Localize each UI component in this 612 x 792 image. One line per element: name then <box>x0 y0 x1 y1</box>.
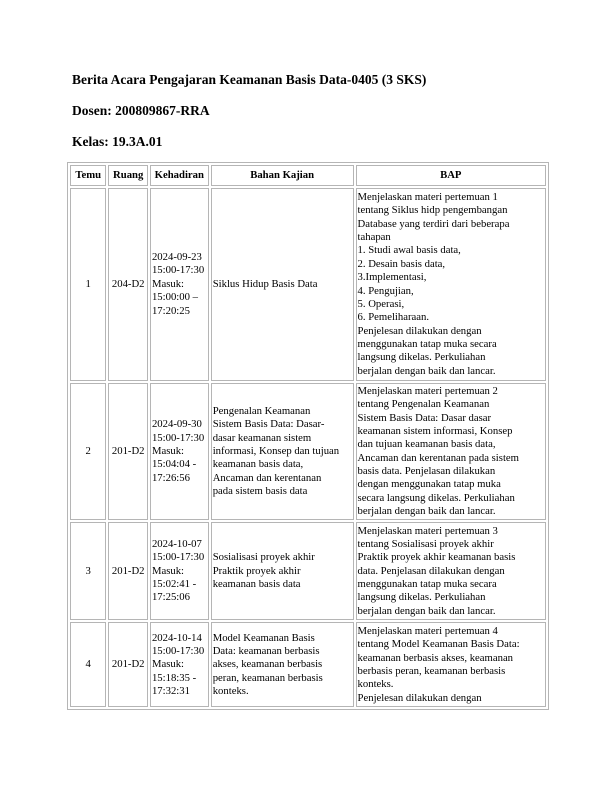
bap-cell <box>356 188 546 381</box>
bap-cell-line: basis data. Penjelasan dilakukan <box>357 465 496 478</box>
bap-cell-line: konteks. <box>357 678 394 691</box>
bap-cell-line: tentang Model Keamanan Basis Data: <box>357 638 520 651</box>
bahan-kajian-cell <box>211 383 354 520</box>
bap-cell-line: langsung dikelas. Perkuliahan <box>357 351 486 364</box>
kehadiran-cell-line: 15:00-17:30 <box>151 431 205 444</box>
table-row <box>70 188 546 381</box>
bap-cell-line: Penjelesan dilakukan dengan <box>357 324 482 337</box>
kehadiran-cell-line: 15:00-17:30 <box>151 644 205 657</box>
kehadiran-cell-line: 17:32:31 <box>151 684 190 697</box>
kehadiran-cell <box>150 622 209 707</box>
kehadiran-cell-line: 2024-10-14 <box>151 631 202 644</box>
kehadiran-cell-line: 15:02:41 - <box>151 578 197 591</box>
table-header-row <box>70 165 546 186</box>
bahan-kajian-cell-line: Model Keamanan Basis <box>212 631 315 644</box>
bap-cell-line: tentang Pengenalan Keamanan <box>357 398 490 411</box>
bap-cell-line: data. Penjelasan dilakukan dengan <box>357 564 505 577</box>
bap-cell-line: berbasis peran, keamanan berbasis <box>357 664 506 677</box>
bahan-kajian-cell-line: Sosialisasi proyek akhir <box>212 551 315 564</box>
bap-cell-line: Praktik proyek akhir keamanan basis <box>357 551 516 564</box>
bap-cell <box>356 522 546 620</box>
kehadiran-cell-line: 2024-09-23 <box>151 251 202 264</box>
kehadiran-cell-line: 17:26:56 <box>151 471 190 484</box>
bahan-kajian-cell <box>211 522 354 620</box>
bap-cell-line: Menjelaskan materi pertemuan 3 <box>357 524 498 537</box>
kehadiran-cell-line: 15:04:04 - <box>151 458 197 471</box>
bahan-kajian-cell-line: Pengenalan Keamanan <box>212 405 311 418</box>
kehadiran-cell <box>150 522 209 620</box>
bap-cell-line: keamanan berbasis akses, keamanan <box>357 651 514 664</box>
kehadiran-cell-line: 15:00-17:30 <box>151 264 205 277</box>
bap-cell-line: keamanan sistem informasi, Konsep <box>357 425 513 438</box>
kehadiran-cell-line: 15:18:35 - <box>151 671 197 684</box>
bap-cell <box>356 622 546 707</box>
bap-cell-line: Menjelaskan materi pertemuan 4 <box>357 624 498 637</box>
bahan-kajian-cell-line: konteks. <box>212 684 249 697</box>
bahan-kajian-cell-line: dasar keamanan sistem <box>212 431 312 444</box>
table-row <box>70 522 546 620</box>
bap-cell-line: dan tujuan keamanan basis data, <box>357 438 496 451</box>
bap-cell-line: dengan menggunakan tatap muka <box>357 478 501 491</box>
bap-cell-line: tahapan <box>357 231 391 244</box>
temu-cell: 2 <box>70 383 106 520</box>
bahan-kajian-cell-line: informasi, Konsep dan tujuan <box>212 445 340 458</box>
kehadiran-cell-line: Masuk: <box>151 658 185 671</box>
kehadiran-cell <box>150 188 209 381</box>
kehadiran-cell-line: 17:25:06 <box>151 591 190 604</box>
bahan-kajian-cell-line: akses, keamanan berbasis <box>212 658 323 671</box>
kehadiran-cell-line: Masuk: <box>151 277 185 290</box>
column-header-bahan-kajian: Bahan Kajian <box>211 165 354 186</box>
bap-cell-line: tentang Sosialisasi proyek akhir <box>357 538 494 551</box>
dosen-label: Dosen: 200809867-RRA <box>72 103 210 118</box>
bap-cell-line: berjalan dengan baik dan lancar. <box>357 364 496 377</box>
ruang-cell: 204-D2 <box>108 188 148 381</box>
bap-cell-line: 1. Studi awal basis data, <box>357 244 461 257</box>
bahan-kajian-cell <box>211 622 354 707</box>
kehadiran-cell-line: Masuk: <box>151 564 185 577</box>
bap-cell-line: 6. Pemeliharaan. <box>357 311 430 324</box>
kehadiran-cell-line: Masuk: <box>151 445 185 458</box>
bahan-kajian-cell-line: Data: keamanan berbasis <box>212 644 320 657</box>
bahan-kajian-cell-line: Siklus Hidup Basis Data <box>212 277 318 290</box>
bap-cell-line: berjalan dengan baik dan lancar. <box>357 505 496 518</box>
bap-cell-line: tentang Siklus hidp pengembangan <box>357 204 508 217</box>
column-header-temu: Temu <box>70 165 106 186</box>
bahan-kajian-cell-line: peran, keamanan berbasis <box>212 671 323 684</box>
temu-cell: 4 <box>70 622 106 707</box>
table-row <box>70 383 546 520</box>
bahan-kajian-cell-line: keamanan basis data, <box>212 458 304 471</box>
kehadiran-cell-line: 2024-09-30 <box>151 418 202 431</box>
kehadiran-cell <box>150 383 209 520</box>
document-title: Berita Acara Pengajaran Keamanan Basis Data-0405 (3 SKS) <box>72 72 427 87</box>
bap-cell-line: berjalan dengan baik dan lancar. <box>357 604 496 617</box>
bap-cell-line: Penjelesan dilakukan dengan <box>357 691 482 704</box>
bap-cell-line: secara langsung dikelas. Perkuliahan <box>357 491 515 504</box>
bap-cell-line: menggunakan tatap muka secara <box>357 337 497 350</box>
kehadiran-cell-line: 15:00:00 – <box>151 291 198 304</box>
table-body <box>70 188 546 707</box>
ruang-cell: 201-D2 <box>108 522 148 620</box>
bap-cell-line: Menjelaskan materi pertemuan 2 <box>357 385 498 397</box>
column-header-bap: BAP <box>356 165 546 186</box>
bap-cell-line: Sistem Basis Data: Dasar dasar <box>357 411 492 424</box>
bap-cell-line: Ancaman dan kerentanan pada sistem <box>357 451 519 464</box>
ruang-cell: 201-D2 <box>108 383 148 520</box>
bap-cell-line: 3.Implementasi, <box>357 271 427 284</box>
ruang-cell: 201-D2 <box>108 622 148 707</box>
kehadiran-cell-line: 17:20:25 <box>151 304 190 317</box>
column-header-ruang: Ruang <box>108 165 148 186</box>
temu-cell: 1 <box>70 188 106 381</box>
bahan-kajian-cell-line: pada sistem basis data <box>212 485 308 498</box>
bahan-kajian-cell-line: Sistem Basis Data: Dasar- <box>212 418 325 431</box>
kelas-label: Kelas: 19.3A.01 <box>72 134 163 149</box>
bap-cell-line: Database yang terdiri dari beberapa <box>357 217 510 230</box>
bap-cell <box>356 383 546 520</box>
table-row <box>70 622 546 707</box>
bap-cell-line: menggunakan tatap muka secara <box>357 578 497 591</box>
bap-cell-line: 2. Desain basis data, <box>357 257 446 270</box>
bahan-kajian-cell-line: Ancaman dan kerentanan <box>212 471 322 484</box>
bap-cell-line: langsung dikelas. Perkuliahan <box>357 591 486 604</box>
bap-cell-line: 4. Pengujian, <box>357 284 414 297</box>
bap-cell-line: Menjelaskan materi pertemuan 1 <box>357 191 498 204</box>
bahan-kajian-cell-line: Praktik proyek akhir <box>212 564 301 577</box>
bap-cell-line: 5. Operasi, <box>357 297 405 310</box>
bahan-kajian-cell <box>211 188 354 381</box>
bahan-kajian-cell-line: keamanan basis data <box>212 578 301 591</box>
column-header-kehadiran: Kehadiran <box>150 165 209 186</box>
bap-table <box>67 162 549 710</box>
kehadiran-cell-line: 2024-10-07 <box>151 538 202 551</box>
temu-cell: 3 <box>70 522 106 620</box>
kehadiran-cell-line: 15:00-17:30 <box>151 551 205 564</box>
